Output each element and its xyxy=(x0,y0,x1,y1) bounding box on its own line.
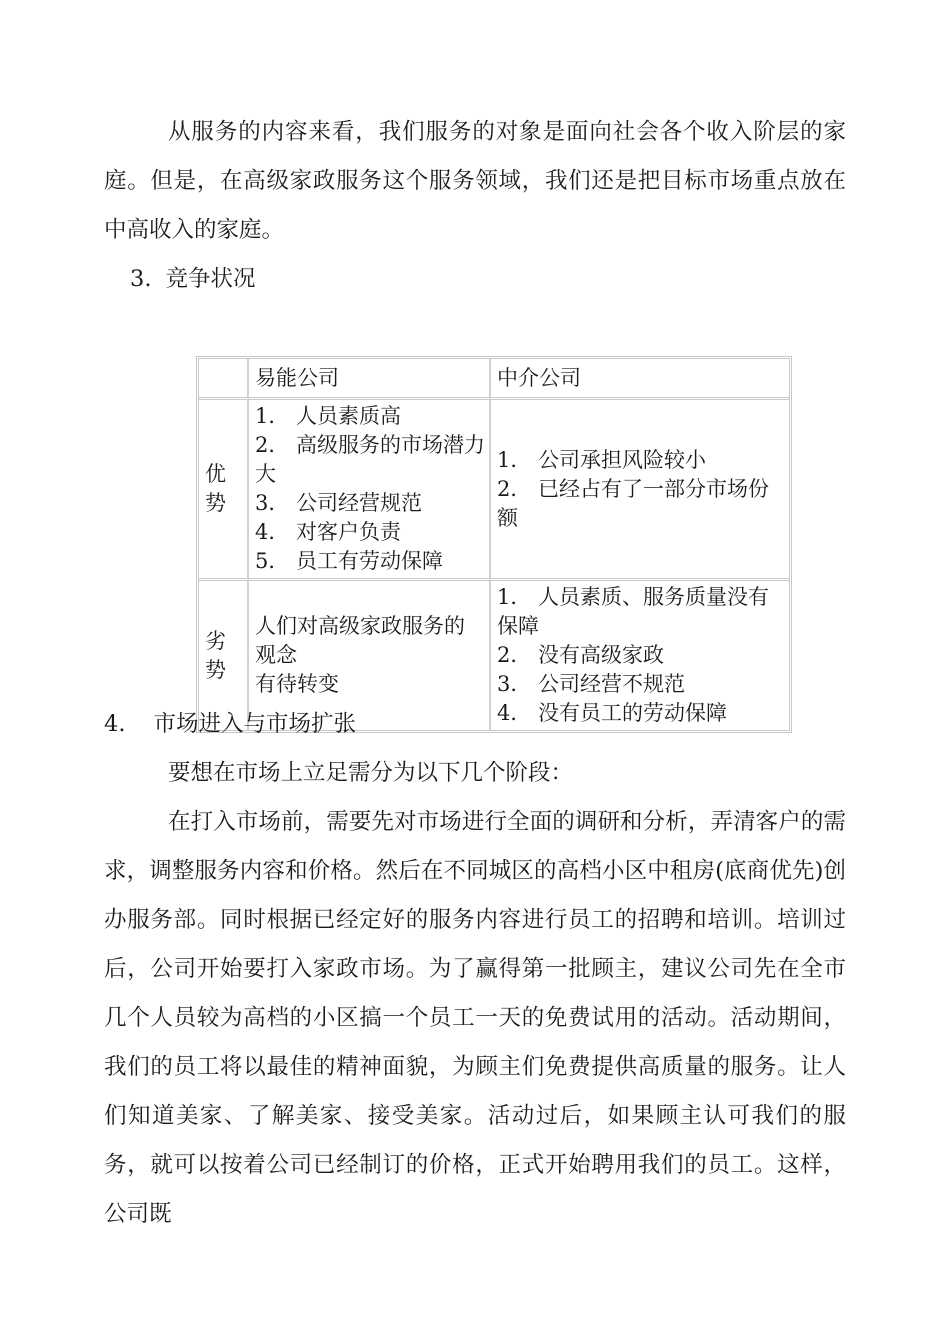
cell-advantages-company-a xyxy=(249,400,491,581)
cell-line: 3． 公司经营不规范 xyxy=(497,672,686,696)
document-body xyxy=(104,108,846,304)
table-header-row xyxy=(199,359,789,400)
table-corner-cell xyxy=(199,359,249,400)
competition-comparison-table xyxy=(196,356,792,733)
row-label-char: 势 xyxy=(205,491,226,515)
cell-line: 2． 已经占有了一部分市场份 xyxy=(497,476,770,501)
cell-line-list xyxy=(497,446,785,533)
cell-line: 3． 公司经营规范 xyxy=(255,491,423,515)
table-header-company-a: 易能公司 xyxy=(249,359,491,400)
heading-competition xyxy=(104,255,846,304)
cell-line: 2． 高级服务的市场潜力 xyxy=(255,433,486,457)
cell-advantages-company-b xyxy=(491,400,789,581)
cell-line: 4． 对客户负责 xyxy=(255,520,402,544)
cell-line: 1． 人员素质高 xyxy=(255,404,402,428)
cell-line: 1． 公司承担风险较小 xyxy=(497,447,707,472)
cell-line: 5． 员工有劳动保障 xyxy=(255,549,444,573)
row-label-char: 劣 xyxy=(205,628,226,653)
table-row-advantages xyxy=(199,400,789,581)
row-label-advantages-stack xyxy=(205,460,243,518)
heading-competition-number: 3. xyxy=(130,266,152,292)
paragraph-service-scope: 从服务的内容来看，我们服务的对象是面向社会各个收入阶层的家庭。但是，在高级家政服务这个服务领域，我们还是把目标市场重点放在中高收入的家庭。 xyxy=(104,119,846,243)
cell-line: 4． 没有员工的劳动保障 xyxy=(497,701,728,725)
cell-line: 人们对高级家政服务的 xyxy=(255,614,465,638)
cell-line: 观念 xyxy=(255,643,297,667)
competition-table-wrapper xyxy=(196,356,770,733)
heading-market-entry xyxy=(104,700,846,749)
heading-market-entry-number: 4. xyxy=(104,711,126,737)
document-body-lower xyxy=(104,700,846,1239)
heading-market-entry-text: 市场进入与市场扩张 xyxy=(153,711,356,737)
cell-line: 1． 人员素质、服务质量没有 xyxy=(497,585,770,609)
cell-line: 2． 没有高级家政 xyxy=(497,643,665,667)
paragraph-stages-intro: 要想在市场上立足需分为以下几个阶段： xyxy=(168,760,574,786)
cell-line-list xyxy=(255,402,485,576)
cell-line-list xyxy=(255,612,485,699)
cell-line: 额 xyxy=(497,505,518,530)
cell-line: 有待转变 xyxy=(255,672,339,696)
row-label-advantages xyxy=(199,400,249,581)
cell-line: 大 xyxy=(255,462,276,486)
row-label-disadvantages-stack xyxy=(205,627,243,685)
cell-line: 保障 xyxy=(497,614,539,638)
row-label-char: 势 xyxy=(205,657,226,682)
paragraph-market-entry-detail: 在打入市场前，需要先对市场进行全面的调研和分析，弄清客户的需求，调整服务内容和价格。然后在不同城区的高档小区中租房(底商优先)创办服务部。同时根据已经定好的服务内容进行员工的招聘和培训。培训过后，公司开始要打入家政市场。为了赢得第一批顾主，建议公司先在全市几个人员较为高档的小区搞一个员工一天的免费试用的活动。活动期间，我们的员工将以最佳的精神面貌，为顾主们免费提供高质量的服务。让人们知道美家、了解美家、接受美家。活动过后，如果顾主认可我们的服务，就可以按着公司已经制订的价格，正式开始聘用我们的员工。这样，公司既 xyxy=(104,809,846,1227)
heading-competition-text: 竞争状况 xyxy=(165,266,256,292)
table-header-company-b: 中介公司 xyxy=(491,359,789,400)
row-label-char: 优 xyxy=(205,462,226,486)
